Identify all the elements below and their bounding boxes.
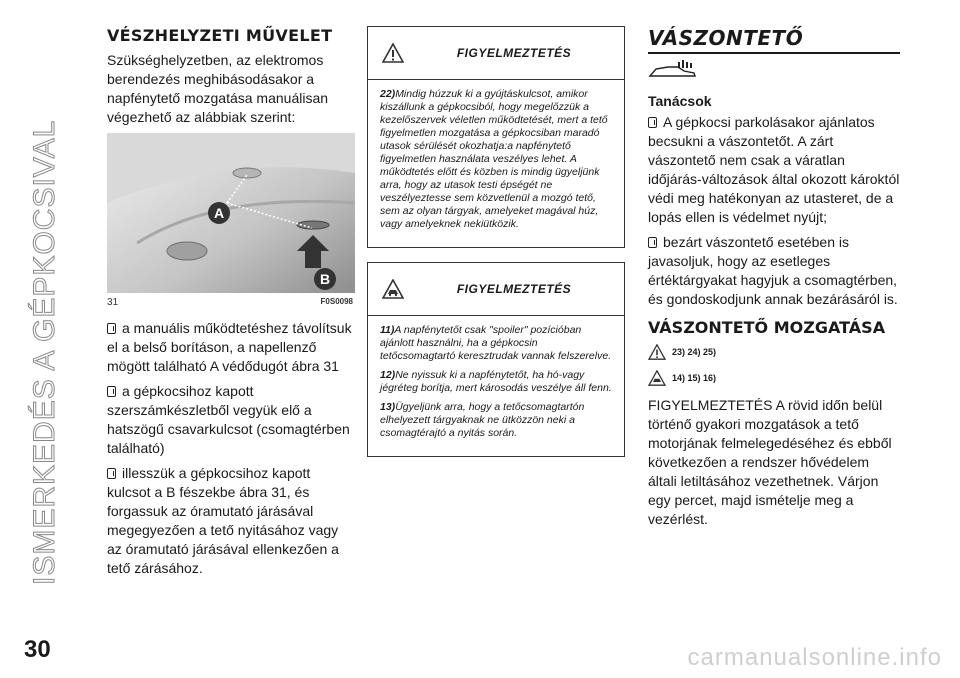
figure-label-a: A [213,205,225,221]
warning-text: A napfénytetőt csak "spoiler" pozícióban ajánlott használni, ha a gépkocsin tetőcsomagtartó keresztrudak vannak felszerelve. [380,324,612,362]
figure-code: F0S0098 [320,297,353,306]
bullet-icon [107,386,116,397]
warning-box-2 [367,262,625,457]
list-item [107,382,355,458]
bullet-text: a gépkocsihoz kapott szerszámkészletből vegyük elő a hatszögű csavarkulcsot (csomagtérben található) [107,383,350,456]
soft-top-operation-text: FIGYELMEZTETÉS A rövid időn belül történő gyakori mozgatások a tető motorjának felmelegedéséhez és ebből következően a rendszer hővédelem általi letiltásához vezethetnek. Várjon egy percet, majd ismételje meg a vezérlést. [648,397,892,527]
warning-item [380,324,614,363]
column-soft-top [648,26,900,535]
list-item [107,319,355,376]
figure-number: 31 [107,297,119,308]
soft-top-operation-heading: VÁSZONTETŐ MOZGATÁSA [648,318,886,337]
warning-ref: 22) [380,88,396,100]
warning-ref: 13) [380,401,396,413]
warning-item [380,401,614,440]
bullet-text: bezárt vászontető esetében is javasoljuk, hogy az esetleges értéktárgyakat hagyjuk a csomagtérben, és gondoskodjunk annak bezárásáról is. [648,234,898,307]
bullet-icon [648,237,657,248]
warning-body [368,80,624,247]
bullet-icon [107,468,116,479]
bullet-icon [648,117,657,128]
bullet-text: illesszük a gépkocsihoz kapott kulcsot a B fészekbe ábra 31, és forgassuk az óramutató járásával megegyezően a tető nyitásához vagy az óramutató járásával ellenkezően a tető zárásához. [107,465,339,576]
warning-title: FIGYELMEZTETÉS [456,46,572,60]
warning-text: Ügyeljünk arra, hogy a tetőcsomagtartón elhelyezett tárgyaknak ne ütközzön neki a csomagtérajtó a nyitás során. [380,401,585,439]
figure-31 [107,133,355,293]
list-item [107,464,355,578]
car-damage-warning-icon [382,279,404,299]
chapter-side-title [28,30,62,590]
warning-text: Ne nyissuk ki a napfénytetőt, ha hó-vagy jégréteg borítja, mert károsodás veszélye áll fenn. [380,369,612,394]
warning-text: Mindig húzzuk ki a gyújtáskulcsot, amikor kiszállunk a gépkocsiból, hogy megelőzzük a kezelőszervek véletlen működtetését, mert a tető figyelmetlen mozgatása a gépkocsiban maradó utasok sérülését okozhatja:a napfénytető figyelmetlen használata veszélyes lehet. A működtetés előtt és közben is mindig ügyeljünk arra, hogy az utasok testi épségét ne veszélyeztesse sem közvetlenül a mozgó tető, sem az olyan tárgyak, amelyeket magával húz, vagy amelyeknek nekiütközik. [380,88,608,230]
column-warnings [367,26,625,471]
warning-header [368,263,624,316]
caution-reference-line [648,370,900,386]
chapter-title-text: ISMERKEDÉS A GÉPKOCSIVAL [28,119,61,585]
list-item [648,233,900,309]
warning-reference-line [648,344,900,360]
list-item [648,113,900,227]
warning-box-1 [367,26,625,248]
warning-title: FIGYELMEZTETÉS [456,282,572,296]
heading-rule [648,52,900,54]
warning-item [380,369,614,395]
caution-refs: 14) 15) 16) [672,373,717,383]
car-damage-warning-icon [648,370,666,386]
warning-ref: 12) [380,369,396,381]
warning-refs: 23) 24) 25) [672,347,717,357]
bullet-text: a manuális működtetéshez távolítsuk el a belső borításon, a napellenző mögött található A védődugót ábra 31 [107,320,352,374]
tips-title: Tanácsok [648,93,712,109]
warning-item [380,88,614,231]
emergency-intro: Szükséghelyzetben, az elektromos berendezés meghibásodásakor a napfénytető mozgatása manuálisan végezhető az alábbiak szerint: [107,52,329,125]
warning-header [368,27,624,80]
bullet-icon [107,323,116,334]
emergency-heading: VÉSZHELYZETI MŰVELET [107,26,333,45]
bullet-text: A gépkocsi parkolásakor ajánlatos becsukni a vászontetőt. A zárt vászontető nem csak a váratlan időjárás-változások által okozott károktól védi meg hatékonyan az utasteret, de a lopás ellen is védelmet nyújt; [648,114,900,225]
sunroof-headliner-illustration [107,133,355,293]
page-number: 30 [24,636,51,663]
figure-label-b: B [319,271,331,287]
column-emergency [107,26,355,584]
soft-top-heading: VÁSZONTETŐ [648,26,804,50]
warning-triangle-icon [382,43,404,63]
warning-body [368,316,624,456]
warning-ref: 11) [380,324,395,336]
figure-caption [107,295,355,311]
soft-top-car-icon [648,60,698,80]
watermark: carmanualsonline.info [687,644,942,671]
warning-triangle-icon [648,344,666,360]
